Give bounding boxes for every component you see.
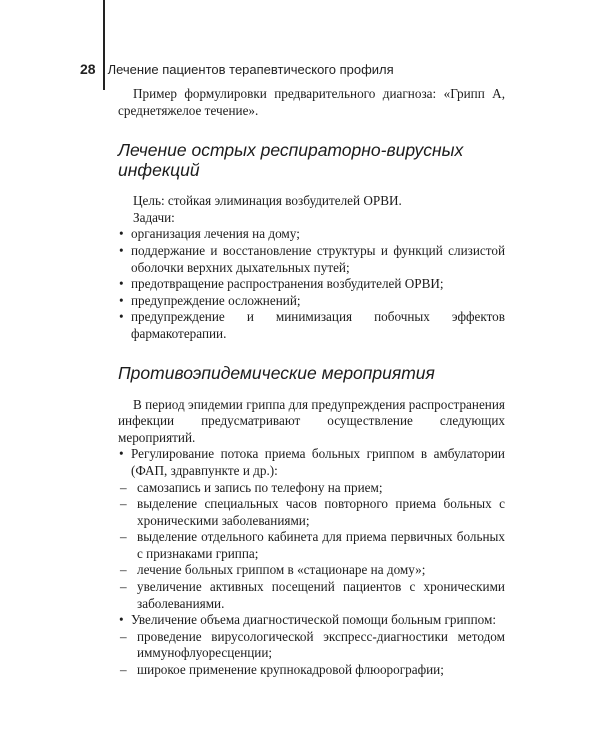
treatment-goal: Цель: стойкая элиминация возбудителей ОРВИ. bbox=[133, 193, 402, 209]
list-item: • предупреждение и минимизация побочных эффектов фармакотерапии. bbox=[118, 309, 505, 342]
section-title-antiepidemic: Противоэпидемические мероприятия bbox=[118, 362, 435, 383]
list-item: • предотвращение распространения возбудителей ОРВИ; bbox=[118, 276, 505, 293]
list-item: • предупреждение осложнений; bbox=[118, 293, 505, 310]
diagnosis-example: Пример формулировки предварительного диагноза: «Грипп А, среднетяжелое течение». bbox=[118, 86, 505, 118]
running-title: Лечение пациентов терапевтического профиля bbox=[107, 62, 394, 77]
sub-list-item: – выделение специальных часов повторного приема больных с хроническими заболеваниями; bbox=[118, 496, 505, 529]
sub-list-item: – увеличение активных посещений пациентов с хроническими заболеваниями. bbox=[118, 579, 505, 612]
sub-list-item: – выделение отдельного кабинета для приема первичных больных с признаками гриппа; bbox=[118, 529, 505, 562]
sub-list-item: – самозапись и запись по телефону на прием; bbox=[118, 480, 505, 497]
sub-list-item: – лечение больных гриппом в «стационаре на дому»; bbox=[118, 562, 505, 579]
sub-list-item: – широкое применение крупнокадровой флюорографии; bbox=[118, 662, 505, 679]
sub-list-item: – проведение вирусологической экспресс-диагностики методом иммунофлуоресценции; bbox=[118, 629, 505, 662]
antiepidemic-intro: В период эпидемии гриппа для предупреждения распространения инфекции предусматривают осуществление следующих мероприятий. bbox=[118, 396, 505, 445]
tasks-label: Задачи: bbox=[133, 209, 175, 225]
tasks-list bbox=[118, 226, 505, 342]
running-header bbox=[80, 61, 394, 77]
measures-list bbox=[118, 446, 505, 678]
list-item: • Увеличение объема диагностической помощи больным гриппом: bbox=[118, 612, 505, 629]
list-item: • Регулирование потока приема больных гриппом в амбулатории (ФАП, здравпункте и др.): bbox=[118, 446, 505, 479]
list-item: • поддержание и восстановление структуры и функций слизистой оболочки верхних дыхательных путей; bbox=[118, 243, 505, 276]
list-item: • организация лечения на дому; bbox=[118, 226, 505, 243]
page-body bbox=[118, 86, 505, 679]
section-title-treatment: Лечение острых респираторно-вирусных инфекций bbox=[118, 140, 464, 181]
page-number: 28 bbox=[80, 61, 96, 77]
